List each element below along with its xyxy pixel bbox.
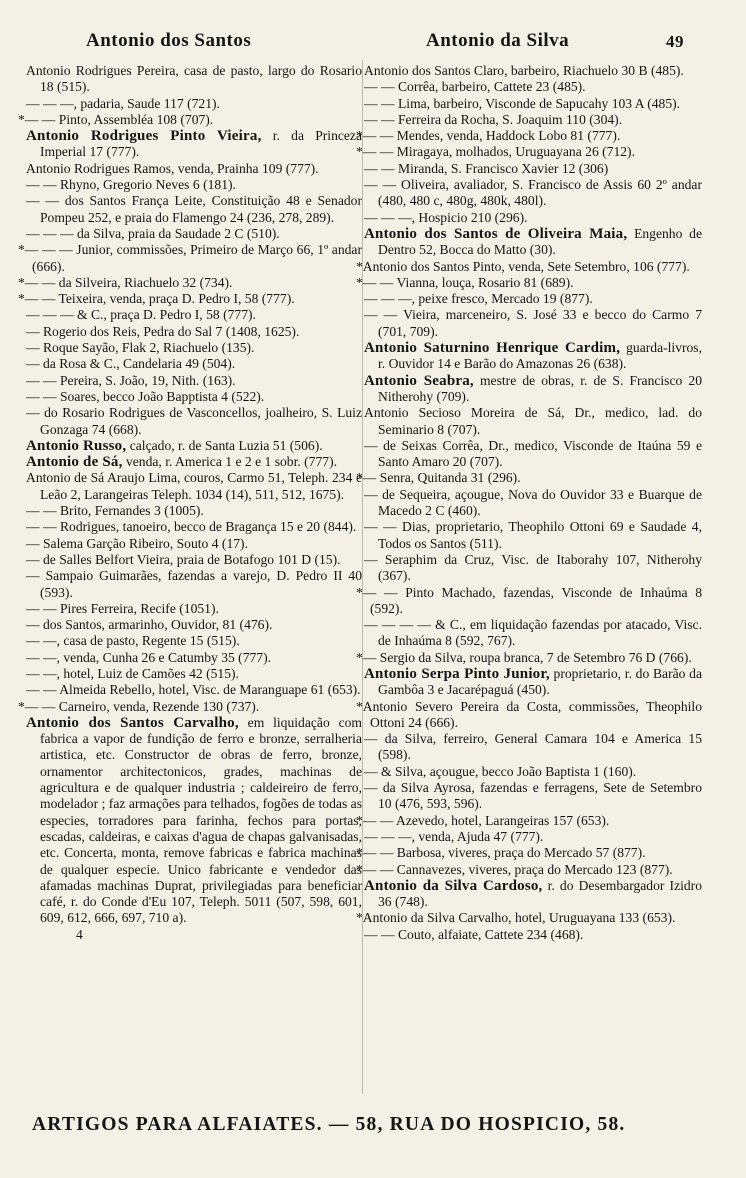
entry-text: — Sampaio Guimarães, fazendas a varejo, D. Pedro II 40 (593). [26, 568, 362, 600]
running-head-left: Antonio dos Santos [86, 30, 252, 51]
entry-text: — — —, padaria, Saude 117 (721). [26, 95, 220, 111]
directory-entry [26, 63, 362, 96]
directory-entry [364, 226, 702, 259]
directory-entry [364, 307, 702, 340]
directory-entry [364, 177, 702, 210]
entry-text: *— — — Junior, commissões, Primeiro de Março 66, 1º andar (666). [18, 242, 362, 274]
directory-entry [356, 699, 702, 732]
entry-text: *Antonio dos Santos Pinto, venda, Sete Setembro, 106 (777). [356, 258, 690, 274]
directory-entry [26, 193, 362, 226]
directory-entry [364, 829, 702, 845]
directory-entry [364, 405, 702, 438]
entry-text: — — Pereira, S. João, 19, Nith. (163). [26, 372, 236, 388]
directory-entry [26, 503, 362, 519]
entry-text: — — Soares, becco João Bapptista 4 (522). [26, 388, 265, 404]
entry-text: — — Couto, alfaiate, Cattete 234 (468). [364, 926, 584, 942]
column-divider [362, 60, 363, 1094]
directory-entry [26, 633, 362, 649]
left-column [18, 63, 363, 943]
directory-entry [18, 291, 362, 307]
entry-text: — — —, Hospicio 210 (296). [364, 209, 528, 225]
entry-text: *— — Azevedo, hotel, Larangeiras 157 (653). [356, 812, 610, 828]
directory-entry [364, 666, 702, 699]
directory-entry [26, 324, 362, 340]
entry-text: — —, hotel, Luiz de Camões 42 (515). [26, 665, 239, 681]
directory-entry [26, 128, 362, 161]
directory-entry [356, 650, 702, 666]
directory-entry [26, 405, 362, 438]
running-head-right: Antonio da Silva [426, 30, 570, 51]
entry-text: — — Pires Ferreira, Recife (1051). [26, 600, 219, 616]
entry-name-bold: Antonio Rodrigues Pinto Vieira, [26, 128, 262, 145]
directory-entry [26, 373, 362, 389]
entry-text: *— — Mendes, venda, Haddock Lobo 81 (777). [356, 128, 621, 144]
directory-entry [356, 144, 702, 160]
directory-entry [26, 177, 362, 193]
page-number: 49 [666, 32, 684, 51]
directory-entry [356, 585, 702, 618]
directory-entry [26, 438, 362, 454]
entry-text: — — Dias, proprietario, Theophilo Ottoni 69 e Saudade 4, Todos os Santos (511). [364, 519, 702, 551]
entry-name-bold: Antonio de Sá, [26, 454, 123, 471]
entry-text: — —, venda, Cunha 26 e Catumby 35 (777). [26, 649, 272, 665]
directory-entry [364, 340, 702, 373]
entry-text: — de Seixas Corrêa, Dr., medico, Visconde de Itaúna 59 e Santo Amaro 20 (707). [364, 437, 702, 470]
directory-entry [26, 715, 362, 927]
entry-name-bold: Antonio Saturnino Henrique Cardim, [364, 340, 621, 357]
directory-entry [364, 96, 702, 112]
entry-text: *— — Vianna, louça, Rosario 81 (689). [356, 274, 574, 290]
directory-entry [364, 210, 702, 226]
directory-entry [364, 519, 702, 552]
entry-text: — — Corrêa, barbeiro, Cattete 23 (485). [364, 79, 586, 95]
directory-entry [364, 161, 702, 177]
entry-text: — — Brito, Fernandes 3 (1005). [26, 503, 204, 519]
entry-text: venda, r. America 1 e 2 e 1 sobr. (777). [122, 454, 337, 470]
entry-text: — do Rosario Rodrigues de Vasconcellos, joalheiro, S. Luiz Gonzaga 74 (668). [26, 405, 362, 437]
directory-entry [364, 373, 702, 406]
entry-text: — — Rhyno, Gregorio Neves 6 (181). [26, 177, 236, 193]
entry-text: Antonio Rodrigues Ramos, venda, Prainha 109 (777). [26, 160, 319, 176]
directory-entry [26, 536, 362, 552]
directory-entry [26, 519, 362, 535]
right-column [356, 63, 703, 943]
directory-entry [356, 470, 702, 486]
directory-entry [26, 340, 362, 356]
directory-entry [18, 699, 362, 715]
directory-entry [356, 259, 702, 275]
entry-text: *— — Pinto Machado, fazendas, Visconde de Inhaúma 8 (592). [356, 584, 702, 616]
entry-name-bold: Antonio dos Santos de Oliveira Maia, [364, 225, 628, 242]
directory-entry [26, 226, 362, 242]
entry-text: — — — — & C., em liquidação fazendas por atacado, Visc. de Inhaúma 8 (592, 767). [364, 617, 702, 649]
directory-entry [364, 438, 702, 471]
entry-text: *— — Cannavezes, viveres, praça do Mercado 123 (877). [356, 861, 673, 877]
directory-entry [18, 112, 362, 128]
entry-name-bold: Antonio Russo, [26, 437, 127, 454]
entry-text: em liquidação com fabrica a vapor de fundição de ferro e bronze, serralheria artistica, etc. Constructor de obras de ferro, bronze, ornamentor architectonicos, grades, machinas de agricultura e de qualquer industria ; caldeireiro de ferro, modelador ; faz armações para telhados, fogões de todas as especies, torradores para farinha, fechos para portas, escadas, caldeiras, e caixas d'agua de chapas galvanisadas, etc. Concerta, monta, remove fabricas e fabrica machinas de qualquer especie. Unico fabricante e vendedor das afamadas machinas Duprat, privilegiadas para beneficiar café, r. do Conde d'Eu 107, Teleph. 5011 (507, 598, 601, 609, 612, 666, 697, 710 a). [40, 714, 362, 926]
directory-entry [364, 291, 702, 307]
entry-text: — da Silva Ayrosa, fazendas e ferragens, Sete de Setembro 10 (476, 593, 596). [364, 780, 702, 812]
entry-text: — — Lima, barbeiro, Visconde de Sapucahy 103 A (485). [364, 95, 681, 111]
directory-entry [364, 112, 702, 128]
entry-text: Antonio Secioso Moreira de Sá, Dr., medico, lad. do Seminario 8 (707). [364, 405, 702, 437]
entry-text: mestre de obras, r. de S. Francisco 20 Nitherohy (709). [378, 372, 702, 404]
entry-text: Antonio Rodrigues Pereira, casa de pasto, largo do Rosario 18 (515). [26, 63, 362, 95]
entry-text: *— — Teixeira, venda, praça D. Pedro I, 58 (777). [18, 291, 295, 307]
entry-text: — — Rodrigues, tanoeiro, becco de Bragança 15 e 20 (844). [26, 519, 357, 535]
entry-text: — — — da Silva, praia da Saudade 2 C (510). [26, 225, 280, 241]
entry-text: — Salema Garção Ribeiro, Souto 4 (17). [26, 535, 248, 551]
entry-text: — — dos Santos França Leite, Constituição 48 e Senador Pompeu 252, e praia do Flamengo 24 (236, 278, 289). [26, 193, 362, 225]
directory-entry [26, 568, 362, 601]
entry-text: calçado, r. de Santa Luzia 51 (506). [126, 437, 323, 453]
directory-entry [26, 161, 362, 177]
entry-text: *— — Miragaya, molhados, Uruguayana 26 (712). [356, 144, 635, 160]
entry-text: *— — Barbosa, viveres, praça do Mercado 57 (877). [356, 845, 646, 861]
entry-text: — de Sequeira, açougue, Nova do Ouvidor 33 e Buarque de Macedo 2 C (460). [364, 486, 702, 519]
entry-name-bold: Antonio da Silva Cardoso, [364, 877, 543, 894]
directory-entry [356, 813, 702, 829]
entry-text: — da Silva, ferreiro, General Camara 104 e America 15 (598). [364, 731, 702, 763]
directory-entry [356, 910, 702, 926]
directory-entry [26, 389, 362, 405]
entry-text: r. do Desembargador Izidro 36 (748). [378, 877, 702, 910]
directory-entry [26, 682, 362, 698]
entry-text: — — —, venda, Ajuda 47 (777). [364, 828, 544, 844]
directory-entry [26, 356, 362, 372]
directory-entry [26, 470, 362, 503]
entry-text: *Antonio Severo Pereira da Costa, commissões, Theophilo Ottoni 24 (666). [356, 698, 702, 730]
signature-mark: 4 [76, 926, 83, 942]
entry-text: — dos Santos, armarinho, Ouvidor, 81 (476). [26, 617, 273, 633]
directory-entry [26, 454, 362, 470]
directory-entry [364, 63, 702, 79]
entry-text: — — —, peixe fresco, Mercado 19 (877). [364, 291, 593, 307]
entry-text: — — Almeida Rebello, hotel, Visc. de Maranguape 61 (653). [26, 682, 361, 698]
entry-text: *Antonio da Silva Carvalho, hotel, Uruguayana 133 (653). [356, 910, 676, 926]
entry-text: *— — da Silveira, Riachuelo 32 (734). [18, 274, 233, 290]
entry-text: — — — & C., praça D. Pedro I, 58 (777). [26, 307, 256, 323]
entry-text: proprietario, r. do Barão da Gambôa 3 e Jacarépaguá (450). [378, 665, 702, 698]
entry-name-bold: Antonio Seabra, [364, 372, 474, 389]
directory-entry [364, 79, 702, 95]
entry-text: *— — Carneiro, venda, Rezende 130 (737). [18, 698, 260, 714]
entry-text: *— Sergio da Silva, roupa branca, 7 de Setembro 76 D (766). [356, 649, 692, 665]
directory-entry [364, 764, 702, 780]
entry-text: guarda-livros, r. Ouvidor 14 e Barão do Amazonas 26 (638). [378, 340, 702, 372]
directory-entry [26, 666, 362, 682]
directory-entry [18, 275, 362, 291]
entry-text: — Rogerio dos Reis, Pedra do Sal 7 (1408, 1625). [26, 323, 300, 339]
entry-text: *— Senra, Quitanda 31 (296). [356, 470, 521, 486]
entry-text: — da Rosa & C., Candelaria 49 (504). [26, 356, 236, 372]
directory-entry [26, 307, 362, 323]
directory-entry [364, 878, 702, 911]
entry-text: — — Vieira, marceneiro, S. José 33 e becco do Carmo 7 (701, 709). [364, 307, 702, 339]
directory-entry [364, 731, 702, 764]
entry-name-bold: Antonio dos Santos Carvalho, [26, 714, 239, 731]
directory-entry [356, 845, 702, 861]
footer-advertisement: ARTIGOS PARA ALFAIATES. — 58, RUA DO HOSPICIO, 58. [32, 1114, 626, 1135]
entry-text: r. da Princeza Imperial 17 (777). [40, 128, 363, 160]
directory-entry [364, 780, 702, 813]
entry-text: — Seraphim da Cruz, Visc. de Itaborahy 107, Nitherohy (367). [364, 551, 702, 584]
entry-text: — — Ferreira da Rocha, S. Joaquim 110 (304). [364, 111, 623, 127]
entry-text: — & Silva, açougue, becco João Baptista 1 (160). [364, 763, 637, 779]
directory-entry [26, 96, 362, 112]
entry-text: — —, casa de pasto, Regente 15 (515). [26, 633, 240, 649]
directory-entry [364, 552, 702, 585]
entry-text: Antonio dos Santos Claro, barbeiro, Riachuelo 30 B (485). [364, 63, 684, 78]
directory-entry [364, 487, 702, 520]
directory-entry [26, 650, 362, 666]
directory-entry [364, 927, 702, 943]
entry-name-bold: Antonio Serpa Pinto Junior, [364, 665, 550, 682]
entry-text: — — Miranda, S. Francisco Xavier 12 (306) [364, 160, 609, 176]
directory-entry [26, 552, 362, 568]
entry-text: — de Salles Belfort Vieira, praia de Botafogo 101 D (15). [26, 551, 341, 567]
entry-text: — Roque Sayão, Flak 2, Riachuelo (135). [26, 340, 255, 356]
directory-entry [26, 617, 362, 633]
entry-text: — — Oliveira, avaliador, S. Francisco de Assis 60 2º andar (480, 480 c, 480g, 480k, 480l). [364, 177, 702, 209]
entry-text: Antonio de Sá Araujo Lima, couros, Carmo 51, Teleph. 234 e Leão 2, Larangeiras Teleph. 1034 (14), 511, 512, 1675). [26, 470, 362, 502]
directory-entry [356, 128, 702, 144]
directory-entry [26, 601, 362, 617]
entry-text: Engenho de Dentro 52, Bocca do Matto (30). [378, 225, 703, 258]
directory-entry [18, 242, 362, 275]
directory-entry [364, 617, 702, 650]
entry-text: *— — Pinto, Assembléa 108 (707). [18, 111, 214, 127]
directory-entry [356, 862, 702, 878]
directory-entry [356, 275, 702, 291]
